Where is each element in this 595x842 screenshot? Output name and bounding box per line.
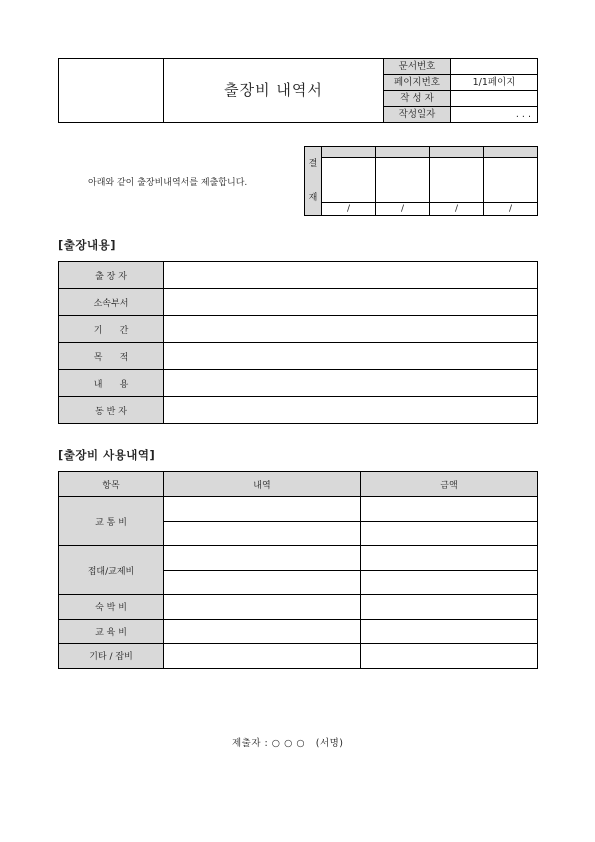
approval-date-cell[interactable]: / (376, 202, 430, 215)
expense-detail-cell[interactable] (164, 570, 361, 595)
trip-label: 내 용 (59, 370, 164, 397)
writer-value[interactable] (451, 91, 538, 107)
expense-category: 교 통 비 (59, 497, 164, 546)
expense-detail-cell[interactable] (164, 546, 361, 571)
date-value[interactable]: . . . (451, 107, 538, 123)
page-no-label: 페이지번호 (384, 75, 451, 91)
approval-side-label (305, 147, 322, 216)
expense-amount-cell[interactable] (361, 521, 538, 546)
trip-value[interactable] (164, 262, 538, 289)
trip-value[interactable] (164, 397, 538, 424)
logo-area (59, 59, 164, 123)
col-detail-header: 내역 (164, 472, 361, 497)
date-label: 작성일자 (384, 107, 451, 123)
trip-label: 동 반 자 (59, 397, 164, 424)
trip-label: 기 간 (59, 316, 164, 343)
approval-title-cell[interactable] (376, 147, 430, 158)
expense-amount-cell[interactable] (361, 644, 538, 669)
approval-title-cell[interactable] (322, 147, 376, 158)
expense-detail-cell[interactable] (164, 644, 361, 669)
approval-table (304, 146, 538, 216)
submitter-signature-line: 제출자 : ○ ○ ○ (서명) (232, 738, 344, 749)
col-amount-header: 금액 (361, 472, 538, 497)
approval-sign-cell[interactable] (484, 158, 538, 203)
expense-section-title: [출장비 사용내역] (58, 448, 156, 462)
approval-date-cell[interactable]: / (430, 202, 484, 215)
expense-amount-cell[interactable] (361, 546, 538, 571)
expense-amount-cell[interactable] (361, 570, 538, 595)
trip-label: 출 장 자 (59, 262, 164, 289)
expense-detail-cell[interactable] (164, 595, 361, 620)
expense-category: 접대/교제비 (59, 546, 164, 595)
approval-title-cell[interactable] (484, 147, 538, 158)
page-no-value: 1/1페이지 (451, 75, 538, 91)
expense-category: 기타 / 잡비 (59, 644, 164, 669)
trip-label: 소속부서 (59, 289, 164, 316)
approval-sign-cell[interactable] (322, 158, 376, 203)
document-header-table (58, 58, 538, 123)
approval-date-cell[interactable]: / (484, 202, 538, 215)
writer-label: 작 성 자 (384, 91, 451, 107)
trip-value[interactable] (164, 289, 538, 316)
expense-table (58, 471, 538, 669)
expense-amount-cell[interactable] (361, 497, 538, 522)
trip-value[interactable] (164, 370, 538, 397)
document-title: 출장비 내역서 (164, 59, 384, 123)
approval-title-cell[interactable] (430, 147, 484, 158)
approval-sign-cell[interactable] (430, 158, 484, 203)
approval-date-cell[interactable]: / (322, 202, 376, 215)
expense-detail-cell[interactable] (164, 497, 361, 522)
trip-label: 목 적 (59, 343, 164, 370)
trip-value[interactable] (164, 343, 538, 370)
approval-side-bottom: 재 (308, 193, 318, 203)
expense-category: 숙 박 비 (59, 595, 164, 620)
expense-detail-cell[interactable] (164, 619, 361, 644)
expense-detail-cell[interactable] (164, 521, 361, 546)
approval-sign-cell[interactable] (376, 158, 430, 203)
expense-category: 교 육 비 (59, 619, 164, 644)
approval-side-top: 결 (308, 159, 318, 169)
doc-no-label: 문서번호 (384, 59, 451, 75)
col-item-header: 항목 (59, 472, 164, 497)
trip-section-title: [출장내용] (58, 238, 116, 252)
trip-info-table (58, 261, 538, 424)
trip-value[interactable] (164, 316, 538, 343)
intro-text: 아래와 같이 출장비내역서를 제출합니다. (88, 178, 248, 188)
expense-amount-cell[interactable] (361, 595, 538, 620)
doc-no-value[interactable] (451, 59, 538, 75)
expense-amount-cell[interactable] (361, 619, 538, 644)
